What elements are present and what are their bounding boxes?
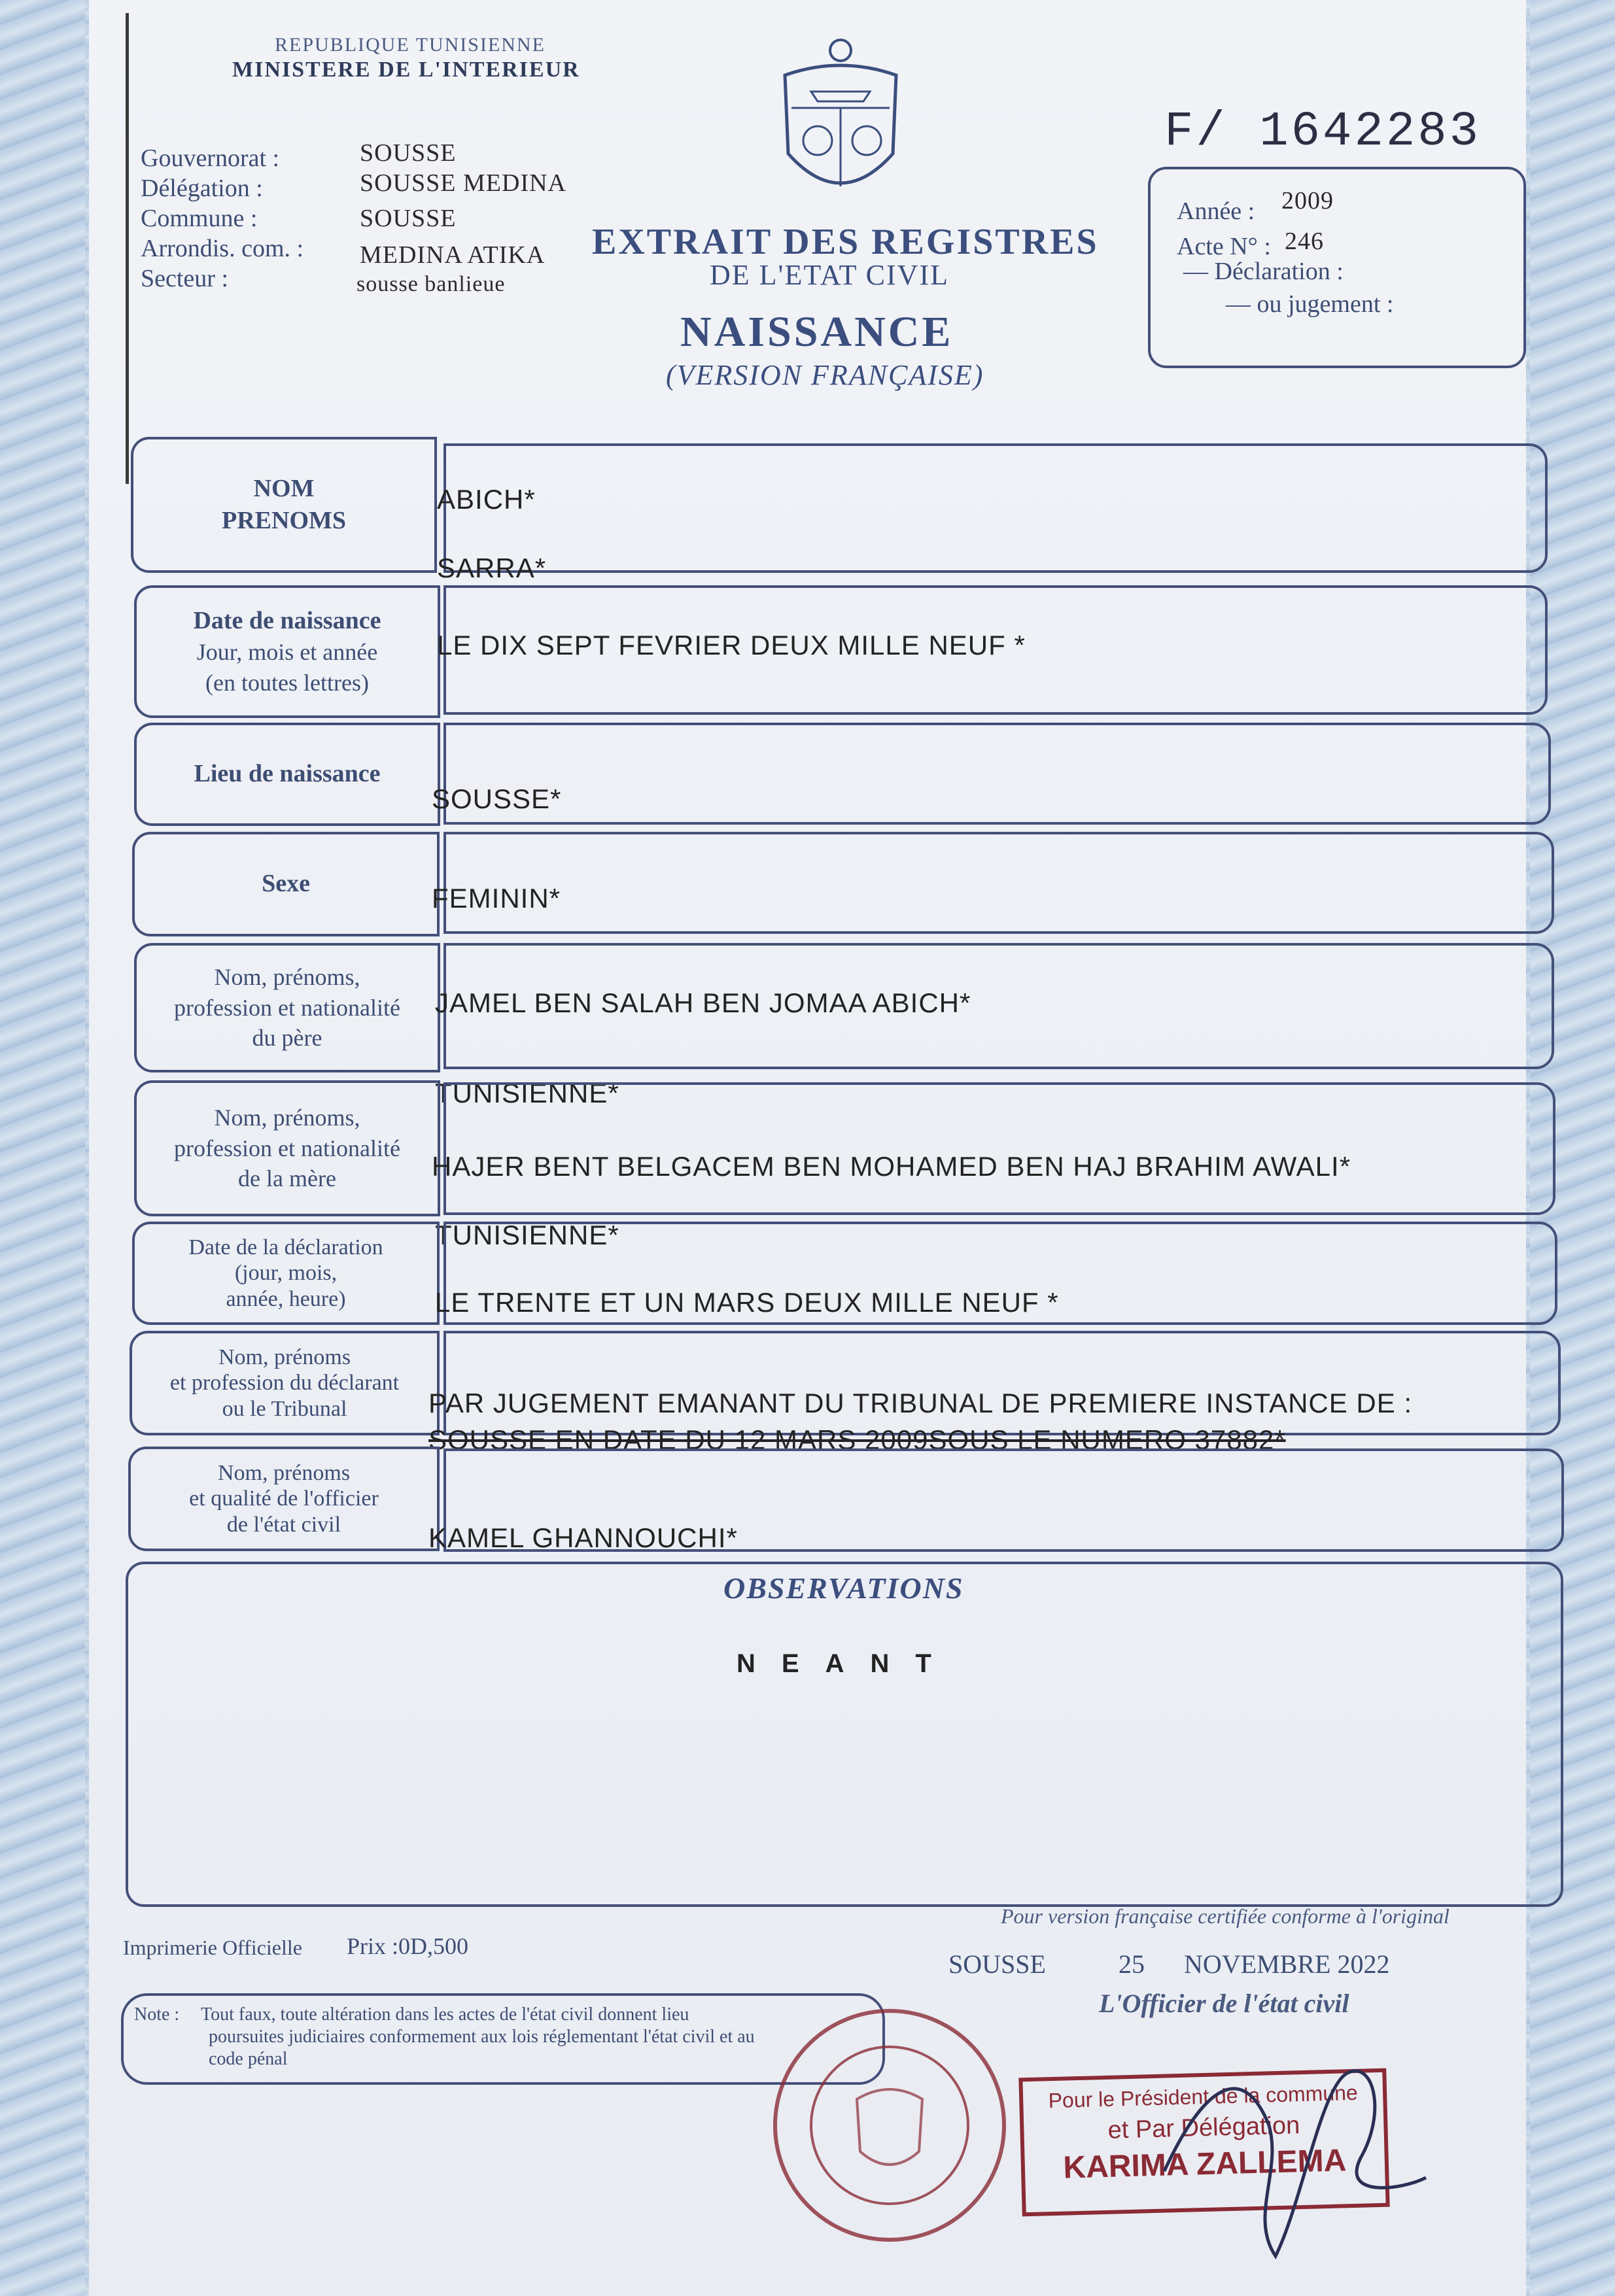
field-label: Arrondis. com. :	[141, 235, 304, 262]
title-version: (VERSION FRANÇAISE)	[666, 359, 984, 391]
observations-title: OBSERVATIONS	[723, 1571, 964, 1605]
label-pere-2: profession et nationalité	[174, 994, 400, 1021]
note-line: code pénal	[209, 2049, 288, 2069]
stamp-line3: KARIMA ZALLEMA	[1062, 2143, 1347, 2185]
value-nom: ABICH*	[437, 484, 536, 515]
annee-label: Année :	[1177, 197, 1255, 225]
value-mere-nationalite: TUNISIENNE*	[435, 1220, 619, 1250]
note-line: poursuites judiciaires conformement aux lois réglementant l'état civil et au	[209, 2027, 755, 2047]
label-declarant-1: Nom, prénoms	[218, 1345, 351, 1370]
republic-label: REPUBLIQUE TUNISIENNE	[275, 34, 546, 56]
date-day: 25	[1119, 1949, 1145, 1979]
label-declarant-2: et profession du déclarant	[169, 1371, 400, 1396]
stamp-line2: et Par Délégation	[1107, 2112, 1300, 2144]
field-value: SOUSSE	[360, 205, 457, 232]
label-nom: NOM	[253, 474, 315, 502]
value-box-mere	[443, 1082, 1555, 1215]
left-guilloche-border	[0, 0, 89, 2296]
city-label: SOUSSE	[948, 1949, 1046, 1979]
label-lieu-naissance	[134, 723, 440, 826]
ministry-label: MINISTERE DE L'INTERIEUR	[232, 58, 580, 82]
label-declarant-3: ou le Tribunal	[222, 1396, 347, 1421]
label-nom-prenoms	[131, 437, 437, 573]
price-label: Prix :0D,500	[347, 1933, 469, 1959]
field-value: SOUSSE	[360, 139, 457, 167]
label-declaration-2: (jour, mois,	[234, 1261, 338, 1286]
observations-box	[126, 1562, 1563, 1907]
acte-value: 246	[1285, 228, 1324, 255]
label-pere-1: Nom, prénoms,	[214, 963, 360, 990]
signature-icon	[1151, 2008, 1433, 2269]
round-seal-icon	[765, 2001, 1014, 2250]
printer-label: Imprimerie Officielle	[123, 1936, 302, 1959]
label-officier	[128, 1447, 440, 1551]
field-label: Délégation :	[141, 175, 263, 202]
field-label: Commune :	[141, 205, 258, 232]
label-pere-3: du père	[252, 1025, 322, 1052]
title-naissance: NAISSANCE	[680, 308, 954, 356]
label-sexe-text: Sexe	[262, 870, 310, 898]
registry-box	[1148, 167, 1526, 368]
label-sexe	[132, 832, 440, 936]
value-box-nom	[443, 443, 1548, 573]
coat-of-arms-icon	[772, 36, 909, 213]
label-pere	[134, 943, 440, 1072]
note-label: Note :	[134, 2004, 180, 2025]
value-declarant-1: PAR JUGEMENT EMANANT DU TRIBUNAL DE PREMIERE INSTANCE DE :	[428, 1388, 1413, 1418]
value-pere: JAMEL BEN SALAH BEN JOMAA ABICH*	[435, 987, 971, 1018]
value-declarant-2: SOUSSE EN DATE DU 12 MARS 2009SOUS LE NUMERO 37882*	[428, 1424, 1286, 1455]
label-lieu-naissance-text: Lieu de naissance	[194, 760, 381, 788]
field-label: Secteur :	[141, 265, 229, 292]
label-mere-3: de la mère	[238, 1165, 336, 1192]
field-value: sousse banlieue	[356, 272, 506, 296]
label-declaration-3: année, heure)	[226, 1286, 346, 1311]
value-sexe: FEMININ*	[432, 883, 561, 914]
field-label: Gouvernorat :	[141, 145, 280, 172]
stamp-line1: Pour le Président de la commune	[1048, 2080, 1359, 2113]
jugement-label: — ou jugement :	[1226, 290, 1394, 318]
label-date-naissance-title: Date de naissance	[193, 607, 381, 634]
value-pere-nationalite: TUNISIENNE*	[435, 1078, 619, 1108]
officer-title: L'Officier de l'état civil	[1099, 1989, 1349, 2018]
label-declaration	[132, 1222, 440, 1325]
label-prenoms: PRENOMS	[222, 507, 346, 534]
label-mere	[134, 1080, 440, 1216]
label-officier-2: et qualité de l'officier	[189, 1486, 379, 1511]
value-box-sexe	[443, 832, 1554, 934]
value-prenoms: SARRA*	[437, 553, 547, 583]
observations-value: NEANT	[737, 1649, 958, 1678]
label-date-naissance-sub2: (en toutes lettres)	[205, 670, 369, 696]
label-declaration-1: Date de la déclaration	[188, 1235, 383, 1260]
serial-number: F/ 1642283	[1164, 105, 1482, 160]
vertical-rule	[126, 13, 129, 484]
value-date-naissance: LE DIX SEPT FEVRIER DEUX MILLE NEUF *	[437, 630, 1026, 660]
value-lieu-naissance: SOUSSE*	[432, 783, 562, 814]
field-value: SOUSSE MEDINA	[360, 169, 566, 197]
acte-label: Acte N° :	[1177, 233, 1271, 260]
value-declaration: LE TRENTE ET UN MARS DEUX MILLE NEUF *	[435, 1287, 1059, 1318]
value-officier: KAMEL GHANNOUCHI*	[428, 1522, 738, 1553]
label-date-naissance-sub1: Jour, mois et année	[196, 639, 378, 666]
value-box-lieu	[443, 723, 1551, 825]
title-extrait: EXTRAIT DES REGISTRES	[592, 222, 1099, 262]
label-officier-1: Nom, prénoms	[217, 1461, 351, 1486]
annee-value: 2009	[1281, 187, 1334, 214]
label-officier-3: de l'état civil	[226, 1512, 341, 1537]
value-box-declarant	[443, 1331, 1561, 1435]
field-value: MEDINA ATIKA	[360, 241, 546, 269]
note-line: Tout faux, toute altération dans les actes de l'état civil donnent lieu	[201, 2004, 689, 2025]
label-date-naissance	[134, 585, 440, 718]
label-declarant	[130, 1331, 440, 1435]
value-mere: HAJER BENT BELGACEM BEN MOHAMED BEN HAJ BRAHIM AWALI*	[432, 1151, 1351, 1182]
certified-text: Pour version française certifiée conforme à l'original	[1001, 1904, 1450, 1928]
label-mere-1: Nom, prénoms,	[214, 1104, 360, 1131]
declaration-label: — Déclaration :	[1183, 258, 1344, 285]
date-month-year: NOVEMBRE 2022	[1184, 1949, 1390, 1979]
title-etat-civil: DE L'ETAT CIVIL	[710, 259, 949, 291]
label-mere-2: profession et nationalité	[174, 1135, 400, 1161]
